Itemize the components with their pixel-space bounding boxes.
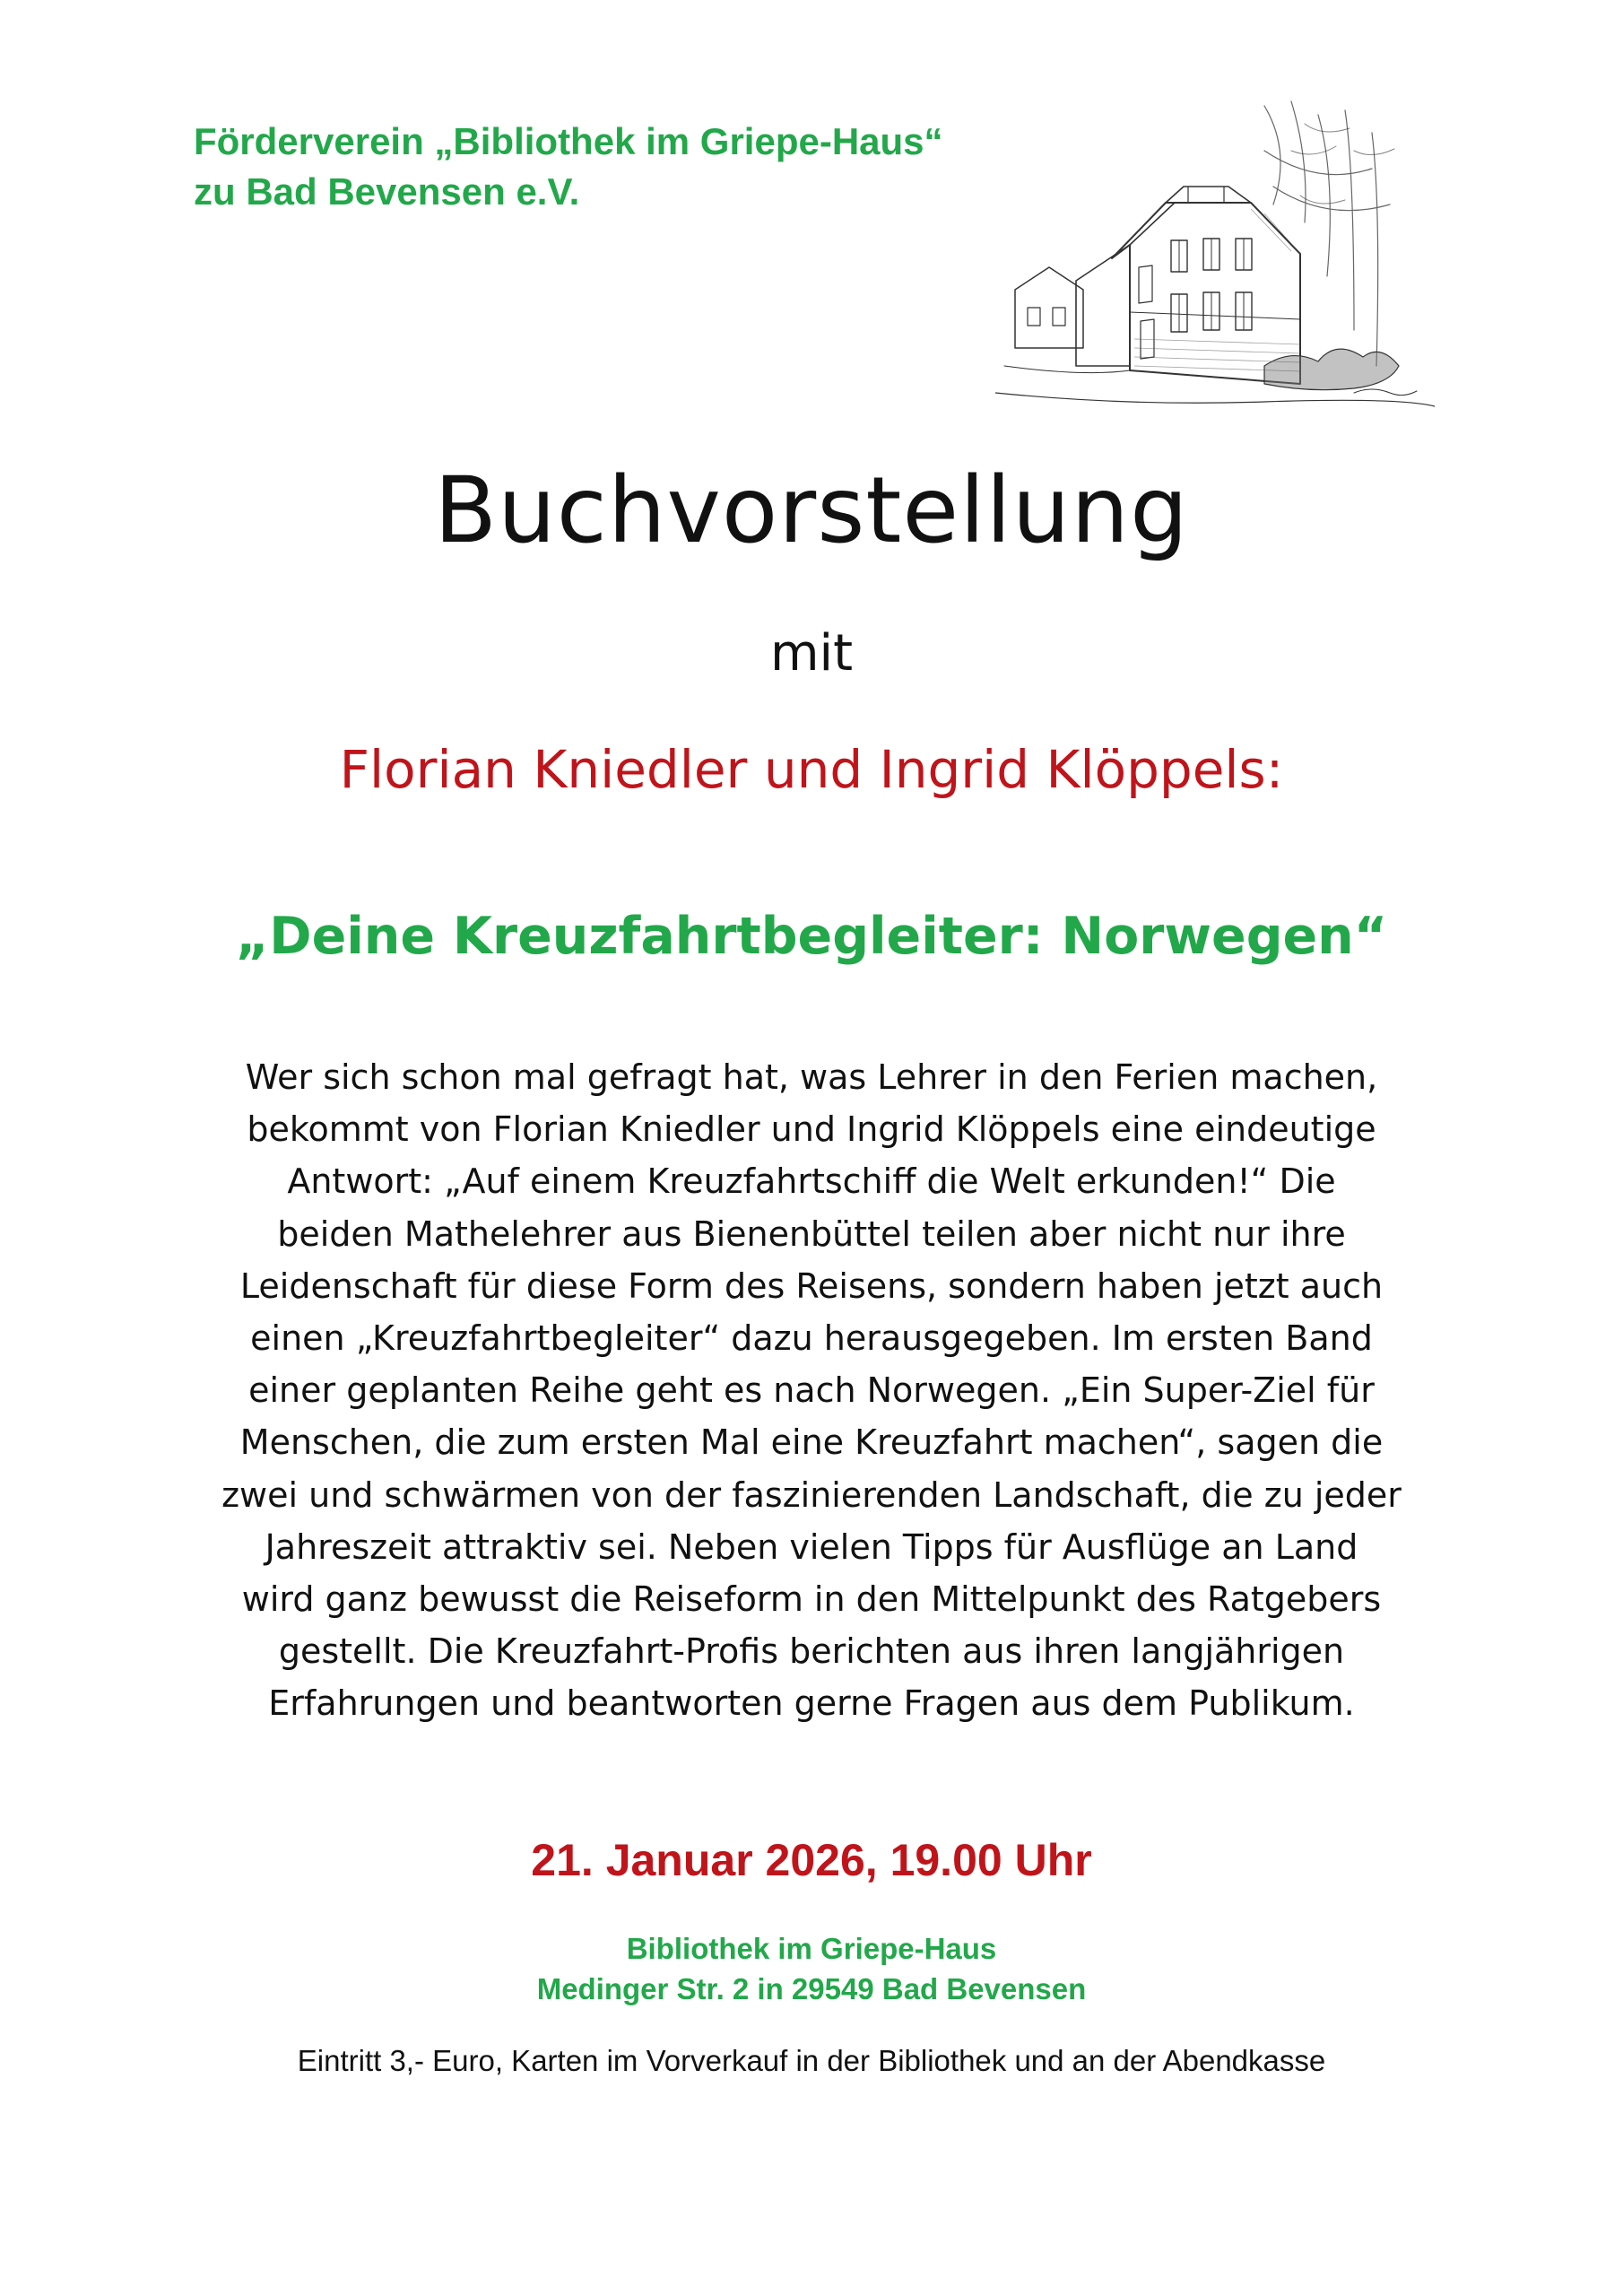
venue-address: Medinger Str. 2 in 29549 Bad Bevensen: [536, 1972, 1087, 2005]
page-title: Buchvorstellung: [434, 457, 1189, 564]
event-venue: [0, 1928, 1623, 2009]
description-line: beiden Mathelehrer aus Bienenbüttel teilen aber nicht nur ihre: [277, 1213, 1346, 1254]
book-title: „Deine Kreuzfahrtbegleiter: Norwegen“: [235, 907, 1388, 966]
admission-info: Eintritt 3,- Euro, Karten im Vorverkauf in der Bibliothek und an der Abendkasse: [297, 2044, 1326, 2077]
description-line: Antwort: „Auf einem Kreuzfahrtschiff die Welt erkunden!“ Die: [287, 1161, 1336, 1202]
description-line: zwei und schwärmen von der faszinierenden Landschaft, die zu jeder: [221, 1474, 1402, 1515]
connector-word: mit: [769, 624, 854, 683]
description-line: Leidenschaft für diese Form des Reisens, sondern haben jetzt auch: [239, 1265, 1384, 1306]
description-line: wird ganz bewusst die Reiseform in den Mittelpunkt des Ratgebers: [241, 1579, 1382, 1620]
description-line: bekommt von Florian Kniedler und Ingrid Klöppels eine eindeutige: [247, 1109, 1376, 1150]
authors: Florian Kniedler und Ingrid Klöppels:: [339, 739, 1284, 800]
venue-name: Bibliothek im Griepe-Haus: [626, 1932, 997, 1965]
description-line: gestellt. Die Kreuzfahrt-Profis berichten aus ihren langjährigen: [278, 1631, 1345, 1672]
description-line: Wer sich schon mal gefragt hat, was Lehrer in den Ferien machen,: [245, 1057, 1378, 1097]
description: [161, 1051, 1462, 1730]
event-date-time: 21. Januar 2026, 19.00 Uhr: [531, 1835, 1092, 1885]
organization-name-line1: Förderverein „Bibliothek im Griepe-Haus“: [194, 120, 943, 162]
description-line: Jahreszeit attraktiv sei. Neben vielen Tipps für Ausflüge an Land: [265, 1526, 1358, 1567]
description-line: Menschen, die zum ersten Mal eine Kreuzfahrt machen“, sagen die: [239, 1422, 1384, 1463]
description-line: Erfahrungen und beantworten gerne Fragen aus dem Publikum.: [268, 1683, 1355, 1724]
organization-header: [194, 117, 943, 217]
library-building-sketch-icon: [995, 97, 1435, 429]
description-line: einer geplanten Reihe geht es nach Norwegen. „Ein Super-Ziel für: [248, 1370, 1375, 1411]
organization-name-line2: zu Bad Bevensen e.V.: [194, 170, 580, 213]
description-line: einen „Kreuzfahrtbegleiter“ dazu herausgegeben. Im ersten Band: [250, 1318, 1373, 1359]
